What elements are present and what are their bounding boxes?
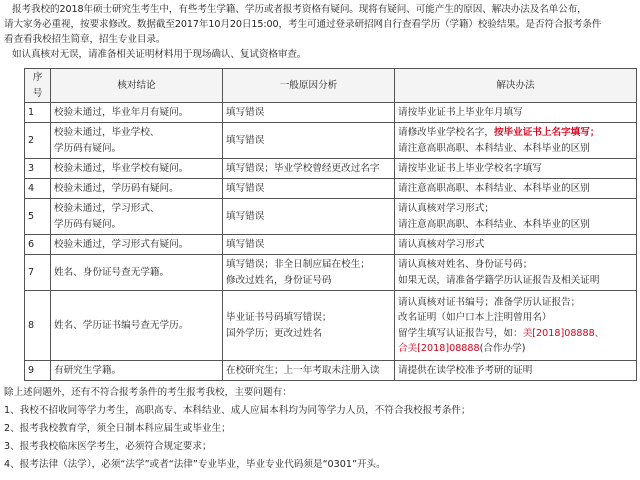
row-reason: 在校研究生；上一年考取未注册入读 xyxy=(223,361,395,381)
row-num: 3 xyxy=(25,159,51,179)
row-num: 1 xyxy=(25,103,51,123)
highlight-text: 合美[2018]08888 xyxy=(398,343,480,354)
row-solution: 请认真核对证书编号；准备学历认证报告； 改名证明（如户口本上注明曾用名） 留学生填写认证报告号，如：美[2018]08888、 合美[2018]08888(合作办学) xyxy=(395,291,637,361)
row-solution: 请按毕业证书上毕业学校名字填写 xyxy=(395,159,637,179)
table-row xyxy=(25,103,637,123)
row-num: 8 xyxy=(25,291,51,361)
row-conclusion: 有研究生学籍。 xyxy=(51,361,223,381)
intro-line-3: 如认真核对无误，请准备相关证明材料用于现场确认、复试资格审查。 xyxy=(12,49,307,60)
table-row xyxy=(25,255,637,291)
header-solution: 解决办法 xyxy=(395,69,637,103)
row-conclusion: 校验未通过，学习形式有疑问。 xyxy=(51,235,223,255)
intro-line-1: 报考我校的2018年硕士研究生考生中，有些考生学籍、学历或者报考资格有疑问。现将有疑问、可能产生的原因、解决办法及名单公布， xyxy=(12,4,587,15)
row-conclusion: 校验未通过，毕业学校、 学历码有疑问。 xyxy=(51,123,223,159)
row-reason: 填写错误 xyxy=(223,103,395,123)
row-solution: 请认真核对学习形式； 请注意高职高职、本科结业、本科毕业的区别 xyxy=(395,199,637,235)
row-reason: 填写错误 xyxy=(223,123,395,159)
footer-line: 3、报考我校临床医学考生，必须符合规定要求； xyxy=(4,441,212,452)
row-conclusion: 姓名、学历证书编号查无学历。 xyxy=(51,291,223,361)
highlight-text: 按毕业证书上名字填写； xyxy=(493,127,600,138)
header-num: 序号 xyxy=(25,69,51,103)
row-reason: 填写错误 xyxy=(223,179,395,199)
row-solution: 请提供在读学校准予考研的证明 xyxy=(395,361,637,381)
footer-line: 2、报考我校教育学，须全日制本科应届生或毕业生； xyxy=(4,423,231,434)
row-conclusion: 姓名、身份证号查无学籍。 xyxy=(51,255,223,291)
row-conclusion: 校验未通过，毕业学校有疑问。 xyxy=(51,159,223,179)
row-num: 4 xyxy=(25,179,51,199)
row-conclusion: 校验未通过，学历码有疑问。 xyxy=(51,179,223,199)
row-solution: 请认真核对学习形式 xyxy=(395,235,637,255)
header-conclusion: 核对结论 xyxy=(51,69,223,103)
row-num: 7 xyxy=(25,255,51,291)
row-solution: 请按毕业证书上毕业年月填写 xyxy=(395,103,637,123)
row-reason: 填写错误；毕业学校曾经更改过名字 xyxy=(223,159,395,179)
row-reason: 填写错误 xyxy=(223,199,395,235)
table-row xyxy=(25,123,637,159)
table-row xyxy=(25,235,637,255)
row-num: 6 xyxy=(25,235,51,255)
row-solution: 请注意高职高职、本科结业、本科毕业的区别 xyxy=(395,179,637,199)
row-solution: 请认真核对姓名、身份证号码； 如果无误，请准备学籍学历认证报告及相关证明 xyxy=(395,255,637,291)
row-num: 9 xyxy=(25,361,51,381)
table-header-row xyxy=(25,69,637,103)
row-reason: 填写错误 xyxy=(223,235,395,255)
table-row xyxy=(25,291,637,361)
table-row xyxy=(25,361,637,381)
intro-line-2: 请大家务必重视，按要求修改。数据截至2017年10月20日15:00，考生可通过登录研招网自行查看学历（学籍）校验结果。是否符合报考条件 xyxy=(4,19,602,30)
table-row xyxy=(25,179,637,199)
verification-table xyxy=(24,68,637,381)
footer-line: 1、我校不招收同等学力考生，高职高专、本科结业、成人应届本科均为同等学力人员，不符合我校报考条件； xyxy=(4,405,471,416)
row-solution: 请修改毕业学校名字，按毕业证书上名字填写； 请注意高职高职、本科结业、本科毕业的区别 xyxy=(395,123,637,159)
row-num: 5 xyxy=(25,199,51,235)
footer-line: 除上述问题外，还有不符合报考条件的考生报考我校，主要问题有： xyxy=(4,387,292,398)
header-reason: 一般原因分析 xyxy=(223,69,395,103)
intro-paragraph xyxy=(4,2,636,62)
row-conclusion: 校验未通过，学习形式、 学历码有疑问。 xyxy=(51,199,223,235)
footer-line: 4、报考法律（法学），必须“法学”或者“法律”专业毕业，毕业专业代码须是“0301”开头。 xyxy=(4,459,386,470)
row-reason: 填写错误；非全日制应届在校生； 修改过姓名，身份证号码 xyxy=(223,255,395,291)
highlight-text: 美[2018]08888、 xyxy=(522,327,605,339)
row-reason: 毕业证书号码填写错误； 国外学历；更改过姓名 xyxy=(223,291,395,361)
row-conclusion: 校验未通过，毕业年月有疑问。 xyxy=(51,103,223,123)
row-num: 2 xyxy=(25,123,51,159)
footer-notes xyxy=(4,384,636,474)
table-row xyxy=(25,159,637,179)
table-row xyxy=(25,199,637,235)
intro-line-2b: 看查看我校招生简章，招生专业目录。 xyxy=(4,34,166,45)
